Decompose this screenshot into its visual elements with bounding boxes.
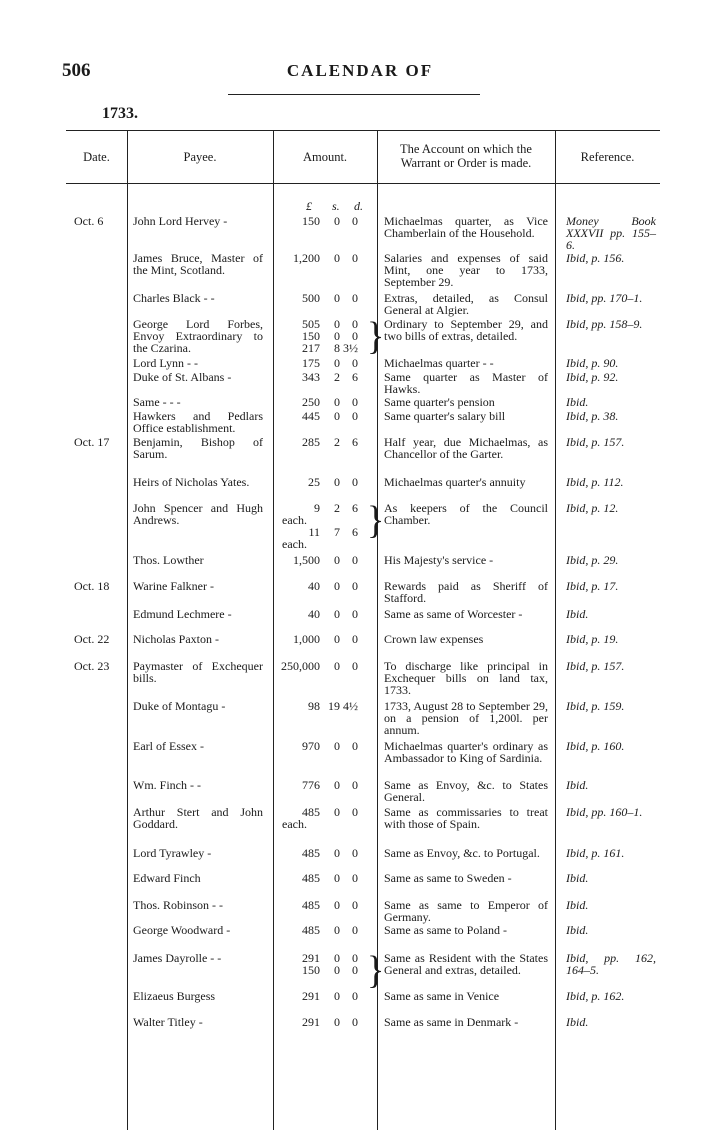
entry-reference: Ibid, p. 17. xyxy=(566,579,619,593)
entry-amount xyxy=(276,410,366,422)
amount-line: 1,500 0 0 xyxy=(293,553,358,567)
amount-line: each. xyxy=(282,537,307,551)
entry-payee: Benjamin, Bishop of Sarum. xyxy=(133,435,263,461)
entry-reference: Ibid, p. 157. xyxy=(566,435,625,449)
entry-account: Rewards paid as Sheriff of Stafford. xyxy=(384,579,548,605)
running-title: CALENDAR OF xyxy=(286,61,434,80)
entry-reference: Ibid. xyxy=(566,607,589,621)
entry-account: Same quarter as Master of Hawks. xyxy=(384,370,548,396)
entry-account: Michaelmas quarter - - xyxy=(384,356,494,370)
entry-payee: John Lord Hervey - xyxy=(133,214,228,228)
entry-reference: Ibid, p. 29. xyxy=(566,553,619,567)
year-heading: 1733. xyxy=(102,105,138,122)
amount-line: 1,000 0 0 xyxy=(293,632,358,646)
currency-pence: d. xyxy=(354,199,363,213)
entry-account: Same as commissaries to treat with those of Spain. xyxy=(384,805,548,831)
entry-amount xyxy=(276,700,366,712)
header-payee: Payee. xyxy=(183,150,217,164)
amount-line: 291 0 0 xyxy=(302,989,358,1003)
amount-line: 505 0 0 xyxy=(302,317,358,331)
entry-account: Same as same to Sweden - xyxy=(384,871,512,885)
amount-line: 500 0 0 xyxy=(302,291,358,305)
entry-account: Crown law expenses xyxy=(384,632,484,646)
col-divider xyxy=(555,130,556,1130)
entry-reference: Ibid, pp. 170–1. xyxy=(566,291,643,305)
entry-amount xyxy=(276,660,366,672)
entry-payee: Duke of Montagu - xyxy=(133,699,226,713)
header-bottom-rule xyxy=(66,183,660,184)
currency-pounds: £ xyxy=(306,199,312,213)
entry-reference: Money Book XXXVII pp. 155–6. xyxy=(566,214,656,252)
entry-amount xyxy=(276,554,366,566)
entry-account: 1733, August 28 to September 29, on a pension of 1,200l. per annum. xyxy=(384,699,548,737)
amount-line: 25 0 0 xyxy=(308,475,358,489)
entry-reference: Ibid, p. 12. xyxy=(566,501,619,515)
brace-mark: } xyxy=(367,314,385,358)
col-divider xyxy=(127,130,128,1130)
entry-date: Oct. 17 xyxy=(74,435,110,449)
amount-line: 250,000 0 0 xyxy=(281,659,358,673)
entry-account: Salaries and expenses of said Mint, one year to 1733, September 29. xyxy=(384,251,548,289)
entry-amount xyxy=(276,924,366,936)
entry-amount xyxy=(276,371,366,383)
entry-account: His Majesty's service - xyxy=(384,553,494,567)
entry-reference: Ibid, pp. 162, 164–5. xyxy=(566,951,656,977)
brace-mark: } xyxy=(367,948,385,992)
entry-payee: Elizaeus Burgess xyxy=(133,989,216,1003)
entry-account: To discharge like principal in Exchequer bills on land tax, 1733. xyxy=(384,659,548,697)
entry-amount xyxy=(276,806,366,830)
entry-reference: Ibid. xyxy=(566,898,589,912)
entry-account: Ordinary to September 29, and two bills of extras, detailed. xyxy=(384,317,548,343)
amount-line: 98 19 4½ xyxy=(308,699,358,713)
entry-account: Same as same to Poland - xyxy=(384,923,507,937)
title-rule xyxy=(228,94,480,95)
amount-line: 217 8 3½ xyxy=(302,341,358,355)
entry-payee: Warine Falkner - xyxy=(133,579,214,593)
entry-payee: Walter Titley - xyxy=(133,1015,203,1029)
entry-payee: Edmund Lechmere - xyxy=(133,607,232,621)
entry-account: Same quarter's pension xyxy=(384,395,495,409)
entry-reference: Ibid, p. 156. xyxy=(566,251,625,265)
amount-line: 776 0 0 xyxy=(302,778,358,792)
entry-reference: Ibid, p. 160. xyxy=(566,739,625,753)
amount-line: 485 0 0 xyxy=(302,898,358,912)
amount-line: 250 0 0 xyxy=(302,395,358,409)
entry-reference: Ibid, p. 161. xyxy=(566,846,625,860)
amount-line: each. xyxy=(282,817,307,831)
entry-amount xyxy=(276,899,366,911)
amount-line: 175 0 0 xyxy=(302,356,358,370)
page-number: 506 xyxy=(62,60,91,81)
entry-amount xyxy=(276,396,366,408)
amount-line: 485 0 0 xyxy=(302,846,358,860)
entry-amount xyxy=(276,215,366,227)
entry-amount xyxy=(276,1016,366,1028)
entry-account: Same as same to Emperor of Germany. xyxy=(384,898,548,924)
entry-amount xyxy=(276,990,366,1002)
entry-payee: James Bruce, Master of the Mint, Scotland. xyxy=(133,251,263,277)
entry-date: Oct. 6 xyxy=(74,214,104,228)
entry-account: Michaelmas quarter's annuity xyxy=(384,475,526,489)
entry-amount xyxy=(276,952,366,976)
header-amount: Amount. xyxy=(302,150,348,164)
amount-line: 9 2 6 xyxy=(314,501,358,515)
entry-reference: Ibid, pp. 160–1. xyxy=(566,805,643,819)
entry-payee: Same - - - xyxy=(133,395,181,409)
entry-payee: Charles Black - - xyxy=(133,291,215,305)
entry-reference: Ibid, pp. 158–9. xyxy=(566,317,643,331)
entry-payee: George Lord Forbes, Envoy Extraordinary to the Czarina. xyxy=(133,317,263,355)
entry-amount xyxy=(276,502,366,550)
entry-reference: Ibid. xyxy=(566,1015,589,1029)
entry-payee: Thos. Lowther xyxy=(133,553,204,567)
entry-account: As keepers of the Council Chamber. xyxy=(384,501,548,527)
amount-line: 970 0 0 xyxy=(302,739,358,753)
warrant-table xyxy=(66,130,660,1130)
amount-line: 485 0 0 xyxy=(302,871,358,885)
amount-line: 445 0 0 xyxy=(302,409,358,423)
entry-payee: James Dayrolle - - xyxy=(133,951,222,965)
amount-line: 291 0 0 xyxy=(302,951,358,965)
entry-reference: Ibid. xyxy=(566,395,589,409)
entry-account: Same as same in Denmark - xyxy=(384,1015,519,1029)
entry-payee: Edward Finch xyxy=(133,871,201,885)
entry-reference: Ibid, p. 92. xyxy=(566,370,619,384)
amount-line: 485 0 0 xyxy=(302,805,358,819)
entry-reference: Ibid, p. 90. xyxy=(566,356,619,370)
amount-line: 150 0 0 xyxy=(302,214,358,228)
entry-payee: Lord Lynn - - xyxy=(133,356,198,370)
amount-line: 11 7 6 xyxy=(308,525,358,539)
entry-reference: Ibid. xyxy=(566,871,589,885)
entry-amount xyxy=(276,292,366,304)
entry-reference: Ibid, p. 162. xyxy=(566,989,625,1003)
entry-amount xyxy=(276,476,366,488)
entry-account: Same as Envoy, &c. to Portugal. xyxy=(384,846,540,860)
entry-amount xyxy=(276,872,366,884)
entry-payee: Paymaster of Exchequer bills. xyxy=(133,659,263,685)
entry-payee: Hawkers and Pedlars Office establishment. xyxy=(133,409,263,435)
entry-account: Half year, due Michaelmas, as Chancellor of the Garter. xyxy=(384,435,548,461)
entry-reference: Ibid. xyxy=(566,923,589,937)
entry-account: Same as Resident with the States General and extras, detailed. xyxy=(384,951,548,977)
header-date: Date. xyxy=(83,150,110,164)
entry-account: Same quarter's salary bill xyxy=(384,409,506,423)
entry-reference: Ibid, p. 112. xyxy=(566,475,624,489)
amount-line: 150 0 0 xyxy=(302,963,358,977)
amount-line: 150 0 0 xyxy=(302,329,358,343)
entry-payee: Wm. Finch - - xyxy=(133,778,201,792)
entry-account: Same as same of Worcester - xyxy=(384,607,523,621)
entry-payee: Heirs of Nicholas Yates. xyxy=(133,475,250,489)
entry-date: Oct. 23 xyxy=(74,659,110,673)
header-reference: Reference. xyxy=(580,150,635,164)
amount-line: each. xyxy=(282,513,307,527)
entry-date: Oct. 18 xyxy=(74,579,110,593)
entry-amount xyxy=(276,436,366,448)
entry-account: Same as same in Venice xyxy=(384,989,500,1003)
entry-amount xyxy=(276,779,366,791)
currency-shillings: s. xyxy=(332,199,340,213)
entry-account: Extras, detailed, as Consul General at Algier. xyxy=(384,291,548,317)
header-account: The Account on which the Warrant or Order is made. xyxy=(400,142,532,170)
table-top-rule xyxy=(66,130,660,131)
entry-amount xyxy=(276,608,366,620)
entry-reference: Ibid, p. 38. xyxy=(566,409,619,423)
col-divider xyxy=(273,130,274,1130)
entry-reference: Ibid. xyxy=(566,778,589,792)
entry-payee: Lord Tyrawley - xyxy=(133,846,212,860)
entry-amount xyxy=(276,252,366,264)
entry-account: Michaelmas quarter's ordinary as Ambassador to King of Sardinia. xyxy=(384,739,548,765)
amount-line: 343 2 6 xyxy=(302,370,358,384)
entry-payee: Nicholas Paxton - xyxy=(133,632,219,646)
entry-amount xyxy=(276,740,366,752)
entry-payee: Arthur Stert and John Goddard. xyxy=(133,805,263,831)
entry-amount xyxy=(276,357,366,369)
entry-account: Same as Envoy, &c. to States General. xyxy=(384,778,548,804)
entry-reference: Ibid, p. 157. xyxy=(566,659,625,673)
entry-payee: Duke of St. Albans - xyxy=(133,370,232,384)
amount-line: 1,200 0 0 xyxy=(293,251,358,265)
entry-amount xyxy=(276,580,366,592)
entry-payee: George Woodward - xyxy=(133,923,231,937)
amount-line: 485 0 0 xyxy=(302,923,358,937)
entry-amount xyxy=(276,633,366,645)
amount-line: 40 0 0 xyxy=(308,579,358,593)
entry-payee: John Spencer and Hugh Andrews. xyxy=(133,501,263,527)
entry-reference: Ibid, p. 19. xyxy=(566,632,619,646)
entry-payee: Earl of Essex - xyxy=(133,739,204,753)
entry-reference: Ibid, p. 159. xyxy=(566,699,625,713)
amount-line: 291 0 0 xyxy=(302,1015,358,1029)
entry-payee: Thos. Robinson - - xyxy=(133,898,223,912)
entry-date: Oct. 22 xyxy=(74,632,110,646)
entry-account: Michaelmas quarter, as Vice Chamberlain of the Household. xyxy=(384,214,548,240)
amount-line: 40 0 0 xyxy=(308,607,358,621)
brace-mark: } xyxy=(367,498,385,542)
entry-amount xyxy=(276,847,366,859)
amount-line: 285 2 6 xyxy=(302,435,358,449)
entry-amount xyxy=(276,318,366,354)
